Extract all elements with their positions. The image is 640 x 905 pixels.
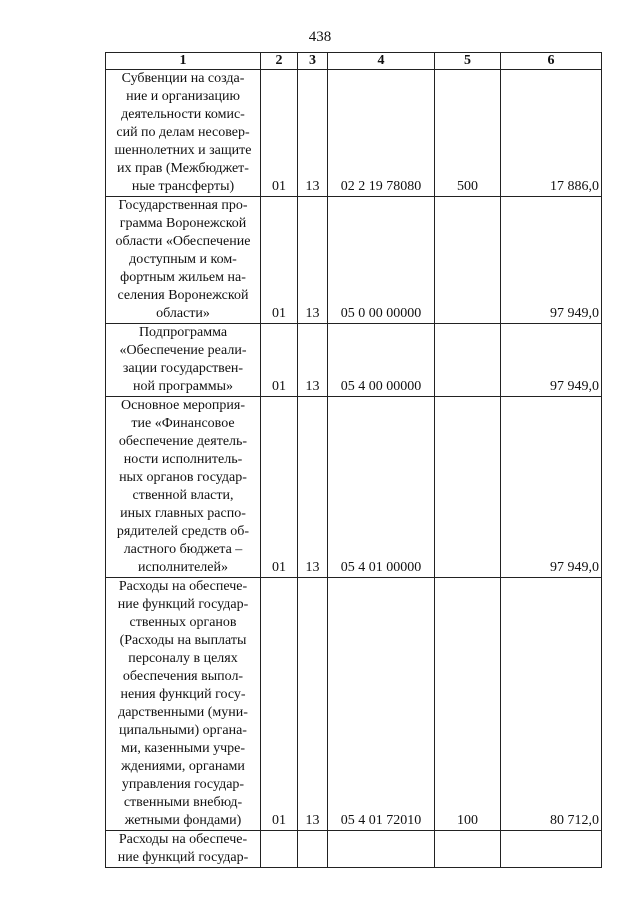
name-line: Расходы на обеспече- [118, 832, 248, 847]
name-line: Основное мероприя- [121, 398, 245, 413]
name-line: ной программы» [132, 379, 234, 394]
table-row [106, 197, 602, 324]
name-line: ности исполнитель- [123, 452, 243, 467]
name-line: сий по делам несовер- [116, 125, 250, 140]
name-line: тие «Финансовое [131, 416, 235, 431]
row-pr: 13 [298, 197, 328, 324]
name-line: рядителей средств об- [116, 524, 250, 539]
row-pr: 13 [298, 578, 328, 831]
row-pr: 13 [298, 397, 328, 578]
row-rz: 01 [261, 197, 298, 324]
name-line: ждениями, органами [121, 759, 245, 774]
name-line: управления государ- [121, 777, 245, 792]
name-line: (Расходы на выплаты [119, 633, 247, 648]
row-rz: 01 [261, 578, 298, 831]
row-pr: 13 [298, 70, 328, 197]
name-line: ние функций государ- [117, 597, 249, 612]
row-sum [501, 831, 602, 868]
row-name [106, 831, 261, 868]
row-name [106, 197, 261, 324]
name-line: зации государствен- [122, 361, 244, 376]
header-col-3: 3 [298, 53, 328, 70]
name-line: дарственными (муни- [118, 705, 248, 720]
row-csr: 05 4 00 00000 [328, 324, 435, 397]
name-line: Субвенции на созда- [121, 71, 245, 86]
name-line: деятельности комис- [121, 107, 245, 122]
name-line: селения Воронежской [117, 288, 249, 303]
name-line: обеспечение деятель- [118, 434, 248, 449]
page-number: 438 [308, 29, 332, 45]
name-line: ственными внебюд- [123, 795, 243, 810]
name-line: фортным жильем на- [120, 270, 246, 285]
header-col-6: 6 [501, 53, 602, 70]
name-line: ные трансферты) [131, 179, 235, 194]
row-name [106, 324, 261, 397]
name-line: ние и организацию [126, 89, 240, 104]
name-line: ние функций государ- [117, 850, 249, 865]
table-row [106, 831, 602, 868]
name-line: исполнителей» [137, 560, 228, 575]
table-row [106, 70, 602, 197]
name-line: Подпрограмма [138, 325, 228, 340]
name-line: ственных органов [129, 615, 237, 630]
name-line: области» [156, 306, 210, 321]
row-vr: 100 [435, 578, 501, 831]
row-csr [328, 831, 435, 868]
row-rz: 01 [261, 70, 298, 197]
name-line: ципальными) органа- [119, 723, 247, 738]
row-name [106, 397, 261, 578]
name-line: шеннолетних и защите [114, 143, 252, 158]
header-row [106, 53, 602, 70]
name-line: персоналу в целях [128, 651, 238, 666]
table-row [106, 324, 602, 397]
row-sum: 17 886,0 [501, 70, 602, 197]
row-sum: 80 712,0 [501, 578, 602, 831]
row-sum: 97 949,0 [501, 397, 602, 578]
row-vr: 500 [435, 70, 501, 197]
header-col-2: 2 [261, 53, 298, 70]
name-line: обеспечения выпол- [122, 669, 244, 684]
name-line: Государственная про- [118, 198, 248, 213]
row-sum: 97 949,0 [501, 197, 602, 324]
name-line: ных органов государ- [119, 470, 247, 485]
table-row [106, 397, 602, 578]
name-line: «Обеспечение реали- [119, 343, 247, 358]
name-line: доступным и ком- [129, 252, 237, 267]
header-col-5: 5 [435, 53, 501, 70]
row-pr: 13 [298, 324, 328, 397]
row-vr [435, 324, 501, 397]
row-rz [261, 831, 298, 868]
row-vr [435, 197, 501, 324]
row-csr: 05 0 00 00000 [328, 197, 435, 324]
row-rz: 01 [261, 397, 298, 578]
name-line: ластного бюджета – [123, 542, 243, 557]
row-rz: 01 [261, 324, 298, 397]
name-line: Расходы на обеспече- [118, 579, 248, 594]
row-csr: 05 4 01 72010 [328, 578, 435, 831]
name-line: нения функций госу- [120, 687, 246, 702]
budget-table [105, 52, 602, 868]
row-sum: 97 949,0 [501, 324, 602, 397]
row-vr [435, 831, 501, 868]
name-line: иных главных распо- [120, 506, 246, 521]
name-line: их прав (Межбюджет- [117, 161, 249, 176]
row-pr [298, 831, 328, 868]
name-line: ственной власти, [132, 488, 234, 503]
name-line: области «Обеспечение [115, 234, 251, 249]
name-line: ми, казенными учре- [120, 741, 246, 756]
name-line: жетными фондами) [124, 813, 242, 828]
name-line: грамма Воронежской [119, 216, 247, 231]
table-row [106, 578, 602, 831]
row-name [106, 70, 261, 197]
header-col-1: 1 [106, 53, 261, 70]
row-csr: 05 4 01 00000 [328, 397, 435, 578]
row-vr [435, 397, 501, 578]
row-csr: 02 2 19 78080 [328, 70, 435, 197]
row-name [106, 578, 261, 831]
header-col-4: 4 [328, 53, 435, 70]
